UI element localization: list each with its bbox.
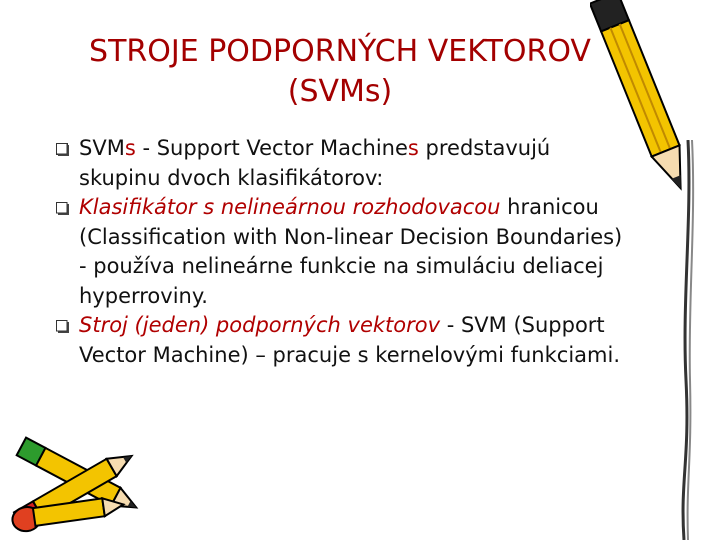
bullet-list: [56, 134, 636, 370]
bullet-2-part-1: Klasifikátor s nelineárnou rozhodovacou: [79, 195, 501, 219]
bullet-1-part-1: SVM: [79, 136, 125, 160]
slide-title: [40, 32, 640, 112]
checkbox-bullet-icon: [56, 320, 69, 333]
checkbox-bullet-icon: [56, 202, 69, 215]
bullet-1-part-5: predstavujú skupinu dvoch klasifikátorov:: [79, 136, 551, 190]
bullet-1-part-4: s: [407, 136, 419, 160]
bullet-item-1: [56, 134, 636, 193]
pencils-icon: [0, 428, 150, 540]
bullet-2-part-2: hranicou (Classification with Non-linear Decision Boundaries) - používa nelineárne funkcie na simuláciu deliacej hyperroviny.: [79, 195, 623, 308]
checkbox-bullet-icon: [56, 143, 69, 156]
title-line-1: STROJE PODPORNÝCH VEKTOROV: [89, 34, 591, 69]
bullet-3-part-1: Stroj (jeden) podporných vektorov: [79, 313, 441, 337]
bullet-item-3: [56, 311, 636, 370]
vertical-line-decoration: [668, 140, 698, 540]
bullet-1-part-2: s: [124, 136, 136, 160]
bullet-1-part-3: - Support Vector Machine: [135, 136, 408, 160]
title-line-2: (SVMs): [287, 74, 393, 109]
bullet-item-2: [56, 193, 636, 311]
bullet-3-part-2: - SVM (Support Vector Machine) – pracuje s kernelovými funkciami.: [79, 313, 620, 367]
